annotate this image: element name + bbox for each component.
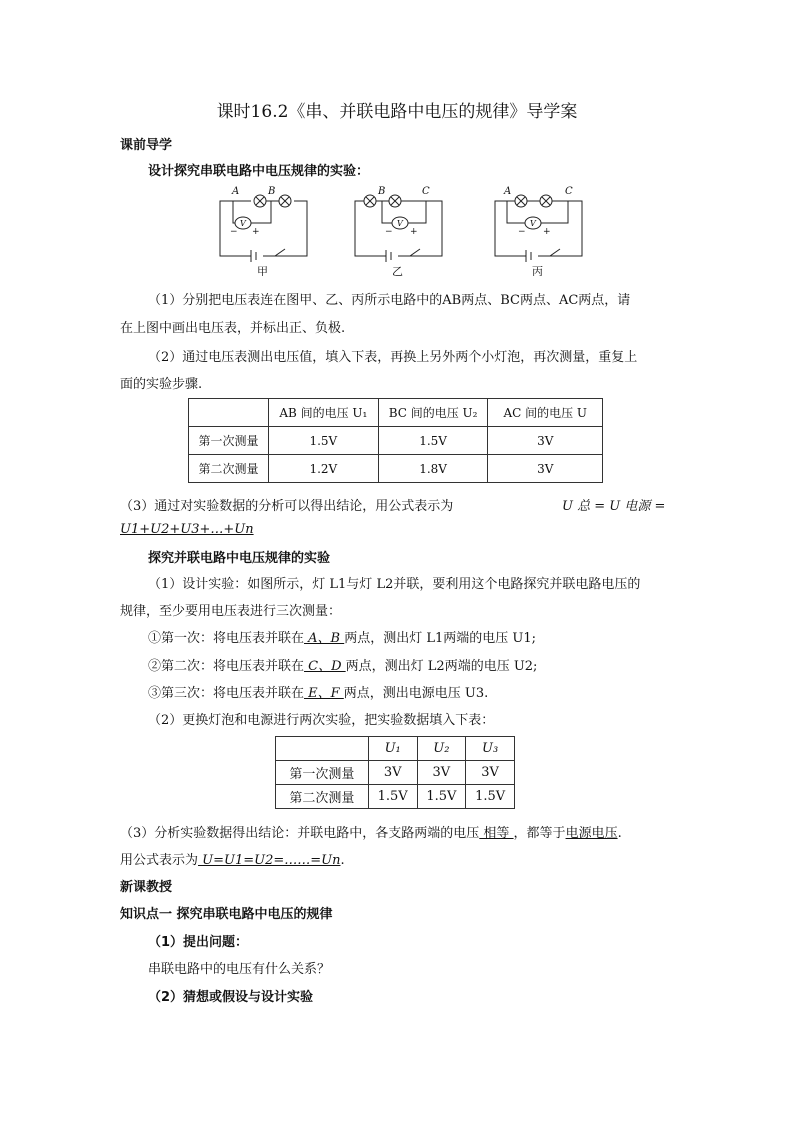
table-header: U₂ [417,737,466,761]
parallel-experiment-heading: 探究并联电路中电压规律的实验 [148,551,331,566]
circuit-diagram-jia [205,186,355,276]
table-row: 第二次测量 1.5V 1.5V 1.5V [276,785,515,809]
q3-formula-left: U 总 = U 电源 = [562,499,666,514]
p2: （2）更换灯泡和电源进行两次实验，把实验数据填入下表： [148,713,495,728]
p1-line2: 规律，至少要用电压表进行三次测量： [120,604,342,619]
table-header: AC 间的电压 U [488,399,603,427]
knowledge-point-1: 知识点一 探究串联电路中电压的规律 [120,907,333,922]
svg-text:−: − [518,227,526,237]
table-header: AB 间的电压 U₁ [268,399,378,427]
kp1-question-1: （1）提出问题： [148,935,249,950]
node-label: B [268,186,276,197]
svg-text:−: − [230,227,238,237]
page-title: 课时16.2《串、并联电路中电压的规律》导学案 [216,102,578,122]
svg-text:+: + [543,227,551,237]
svg-text:V: V [397,219,403,228]
parallel-data-table [275,736,515,809]
circuit-diagram-yi [340,186,490,276]
voltmeter-label: V [240,219,246,228]
q2-line1: （2）通过电压表测出电压值，填入下表，再换上另外两个小灯泡，再次测量，重复上 [148,350,638,365]
q3-line1: （3）通过对实验数据的分析可以得出结论，用公式表示为 [120,499,454,514]
circuit-caption: 乙 [392,265,403,276]
svg-text:−: − [385,227,393,237]
svg-text:B: B [378,186,386,197]
table-row: 第一次测量 3V 3V 3V [276,761,515,785]
node-label: A [232,186,240,197]
p3-line2: 用公式表示为 U=U1=U2=……=Un. [120,853,345,868]
svg-text:+: + [410,227,418,237]
kp1-question-2: （2）猜想或假设与设计实验 [148,990,314,1005]
svg-text:A: A [504,186,512,197]
svg-text:C: C [422,186,430,197]
p3-line1: （3）分析实验数据得出结论：并联电路中，各支路两端的电压 相等 ，都等于电源电压. [120,826,622,841]
kp1-question-1-text: 串联电路中的电压有什么关系？ [148,962,331,977]
p1-line1: （1）设计实验：如图所示，灯 L1与灯 L2并联，要利用这个电路探究并联电路电压的 [148,577,641,592]
q1-line2: 在上图中画出电压表，并标出正、负极. [120,321,346,336]
series-experiment-heading: 设计探究串联电路中电压规律的实验： [148,164,370,179]
circuit-caption: 丙 [532,265,543,276]
circuit-diagram-bing [480,186,630,276]
table-row: 第二次测量 1.2V 1.8V 3V [189,455,603,483]
q3-formula-answer: U1+U2+U3+…+Un [120,522,254,537]
circuit-caption: 甲 [257,265,268,276]
series-data-table [188,398,603,483]
q2-line2: 面的实验步骤. [120,377,203,392]
svg-text:C: C [565,186,573,197]
table-header: U₁ [368,737,417,761]
step-1: ①第一次：将电压表并联在 A、B 两点，测出灯 L1两端的电压 U1; [148,631,537,646]
q1-line1: （1）分别把电压表连在图甲、乙、丙所示电路中的AB两点、BC两点、AC两点，请 [148,293,631,308]
step-3: ③第三次：将电压表并联在 E、F 两点，测出电源电压 U3. [148,686,489,701]
svg-text:V: V [530,219,536,228]
table-row: 第一次测量 1.5V 1.5V 3V [189,427,603,455]
table-header: U₃ [466,737,515,761]
svg-text:+: + [252,227,260,237]
table-header: BC 间的电压 U₂ [378,399,488,427]
section-new-lesson: 新课教授 [120,880,173,895]
step-2: ②第二次：将电压表并联在 C、D 两点，测出灯 L2两端的电压 U2; [148,659,538,674]
section-pre-study: 课前导学 [120,138,173,153]
